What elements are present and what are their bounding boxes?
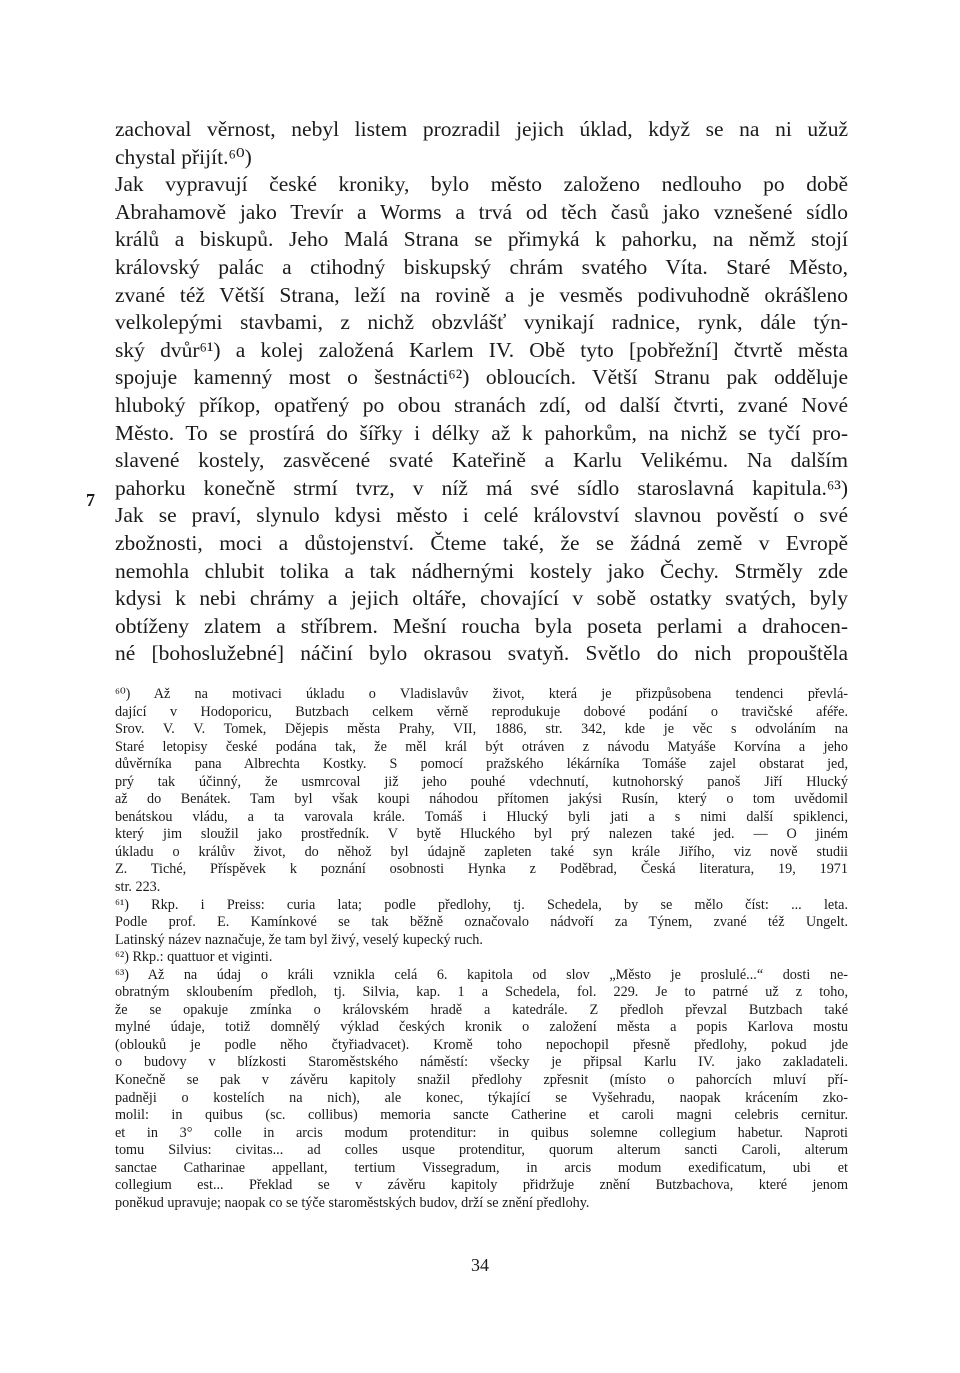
footnote-line: sanctae Catharinae appellant, tertium Vissegradum, in arcis modum exedificatum, ubi et (115, 1159, 848, 1176)
text-line: chystal přijít.⁶⁰) (115, 144, 252, 169)
text-line: Jak vypravují české kroniky, bylo město založeno nedlouho po době (115, 172, 848, 197)
footnote-line: Srov. V. V. Tomek, Dějepis města Prahy, VII, 1886, str. 342, kde je věc s odvoláním na (115, 721, 848, 738)
main-text (115, 116, 848, 668)
footnote-line: ⁶¹) Rkp. i Preiss: curia lata; podle předlohy, tj. Schedela, by se mělo číst: ... leta. (115, 896, 848, 913)
footnote-line: molil: in quibus (sc. collibus) memoria sancte Catherine et caroli magni celebris cernitur. (115, 1107, 848, 1124)
footnote-line: obratným skloubením předloh, tj. Silvia, kap. 1 a Schedela, fol. 229. Je to patrné už z toho, (115, 984, 848, 1001)
text-line: zbožnosti, moci a důstojenství. Čteme také, že se žádná země v Evropě (115, 530, 848, 555)
footnote-line: Staré letopisy české podána tak, že měl král být otráven z návodu Matyáše Korvína a jeho (115, 738, 848, 755)
text-line: kdysi k nebi chrámy a jejich oltáře, chovající v sobě ostatky svatých, byly (115, 586, 848, 611)
text-line: Jak se praví, slynulo kdysi město i celé království slavnou pověstí o své (115, 503, 848, 528)
text-line: obtíženy zlatem a stříbrem. Mešní roucha byla poseta perlami a drahocen- (115, 613, 848, 638)
text-line: velkolepými stavbami, z nichž obzvlášť vynikají radnice, rynk, dále týn- (115, 310, 848, 335)
text-line: né [bohoslužebné] náčiní bylo okrasou svatyň. Světlo do nich propouštěla (115, 641, 848, 666)
footnote-line: úkladu o králův život, do něhož byl údajně zapleten také syn krále Jiřího, viz nově studii (115, 843, 848, 860)
text-line: slavené kostely, zasvěcené svaté Kateřině a Karlu Velikému. Na dalším (115, 448, 848, 473)
footnote-line: o budovy v blízkosti Staroměstského náměstí: všecky je připsal Karlu IV. jako zakladateli. (115, 1054, 848, 1071)
page-number: 34 (471, 1255, 489, 1275)
text-line: nemohla chlubit tolika a tak nádhernými kostely jako Čechy. Strměly zde (115, 558, 848, 583)
footnote-line: (oblouků je podle něho čtyřiadvacet). Kromě toho nepochopil přesně předlohy, pokud jde (115, 1036, 848, 1053)
text-line: Město. To se prostírá do šířky i délky až k pahorkům, na nichž se tyčí pro- (115, 420, 848, 445)
text-line: zvané též Větší Strana, leží na rovině a je vesměs podivuhodně okrášleno (115, 282, 848, 307)
footnote-line: str. 223. (115, 879, 161, 896)
footnote-line: ⁶⁰) Až na motivaci úkladu o Vladislavův život, která je přizpůsobena tendenci převlá- (115, 686, 848, 702)
footnote-line: Podle prof. E. Kamínkové se tak běžně označovalo nádvoří za Týnem, zvané též Ungelt. (115, 914, 848, 931)
footnote-line: dající v Hodoporicu, Butzbach celkem věrně reprodukuje dobové podání o travičské aféře. (115, 703, 848, 720)
footnote-line: benátskou vládu, a ta varovala krále. Tomáš i Hlucký byli jati a s nimi další spiklenci, (115, 808, 848, 825)
margin-chapter-number: 7 (86, 490, 95, 510)
footnote-line: Z. Tiché, Příspěvek k poznání osobnosti Hynka z Poděbrad, Česká literatura, 19, 1971 (115, 861, 848, 878)
footnote-line: collegium est... Překlad se v závěru kapitoly přidržuje znění Butzbachova, které jenom (115, 1177, 848, 1194)
footnote-line: ⁶²) Rkp.: quattuor et viginti. (115, 949, 273, 966)
footnote-line: prý tak účinný, že usmrcoval již jeho pouhé vdechnutí, kutnohorský panoš Jiří Hlucký (115, 773, 848, 790)
footnote-line: tomu Silvius: civitas... ad colles usque protenditur, quorum alterum sancti Caroli, alterum (115, 1142, 848, 1159)
footnote-line: et in 3° colle in arcis modum protenditur: in quibus solemne collegium habetur. Naproti (115, 1124, 848, 1141)
text-line: zachoval věrnost, nebyl listem prozradil jejich úklad, když se na ni užuž (115, 117, 848, 141)
footnote-line: mylné údaje, totiž domnělý výklad českých kronik o založení města a popis Karlova mostu (115, 1019, 848, 1036)
footnote-line: že se opakuje zmínka o královském hradě a katedrále. Z předloh převzal Butzbach také (115, 1001, 848, 1018)
footnote-line: poněkud upravuje; naopak co se týče staroměstských budov, drží se znění předlohy. (115, 1194, 590, 1211)
footnotes (115, 686, 848, 1212)
footnote-line: Konečně se pak v závěru kapitoly snažil předlohy zpřesnit (místo o pahorcích mluví pří- (115, 1072, 848, 1089)
text-line: králů a biskupů. Jeho Malá Strana se přimyká k pahorku, na němž stojí (115, 227, 848, 252)
text-line: ský dvůr⁶¹) a kolej založená Karlem IV. Obě tyto [pobřežní] čtvrtě města (115, 337, 848, 362)
footnote-line: který jim sloužil jako prostředník. V bytě Hluckého byl prý nalezen také jed. — O jiném (115, 826, 848, 843)
text-line: spojuje kamenný most o šestnácti⁶²) obloucích. Větší Stranu pak odděluje (115, 365, 848, 390)
footnote-line: až do Benátek. Tam byl však koupi náhodou přítomen jakýsi Rusín, který o tom uvědomil (115, 791, 848, 808)
text-line: pahorku konečně strmí tvrz, v níž má své sídlo staroslavná kapitula.⁶³) (115, 475, 848, 500)
footnote-line: Latinský název naznačuje, že tam byl živý, veselý kupecký ruch. (115, 931, 483, 948)
text-line: Abrahamově jako Trevír a Worms a trvá od těch časů jako vznešené sídlo (115, 199, 848, 224)
footnote-line: ⁶³) Až na údaj o králi vznikla celá 6. kapitola od slov „Město je proslulé...“ dosti ne- (115, 966, 848, 983)
footnote-line: důvěrníka pana Albrechta Kostky. S pomocí pražského lékárníka Tomáše zajel obstarat jed, (115, 756, 848, 773)
text-line: hluboký příkop, opatřený po obou stranách zdí, od další čtvrti, zvané Nové (115, 392, 848, 417)
footnote-line: padněji o kostelích na nich), ale konec, týkající se Vyšehradu, naopak krácením zko- (115, 1089, 848, 1106)
text-line: královský palác a ctihodný biskupský chrám svatého Víta. Staré Město, (115, 254, 848, 279)
